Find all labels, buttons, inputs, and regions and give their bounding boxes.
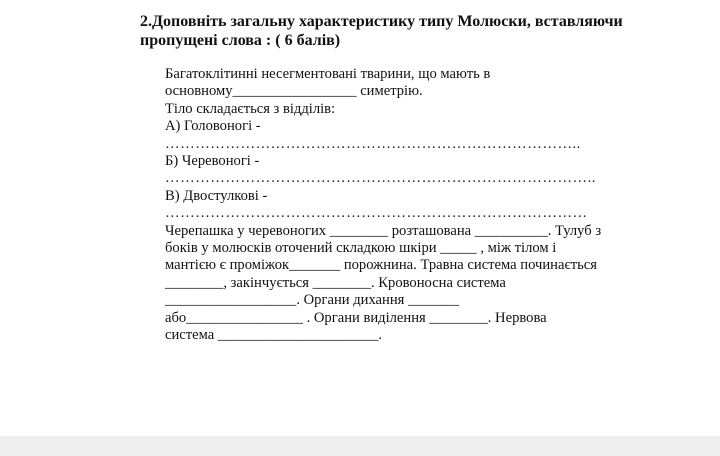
paragraph-line-1: Черепашка у черевоногих ________ розташована __________. Тулуб з xyxy=(165,222,602,239)
class-c-label: В) Двостулкові - xyxy=(165,187,268,204)
class-b-label: Б) Черевоногі - xyxy=(165,153,260,170)
class-b-answer-line: ………………………………………………………………………….. xyxy=(165,170,596,187)
intro-line-2: основному_________________ симетрію. xyxy=(165,83,423,100)
heading-line-1: 2.Доповніть загальну характеристику типу Молюски, вставляючи xyxy=(140,13,623,30)
task-body xyxy=(165,66,635,345)
page-bottom-margin xyxy=(0,436,720,456)
paragraph-line-6: або________________ . Органи виділення ________. Нервова xyxy=(165,309,547,326)
intro-line-1: Багатоклітинні несегментовані тварини, що мають в xyxy=(165,66,491,82)
paragraph-line-2: боків у молюсків оточений складкою шкіри _____ , між тілом і xyxy=(165,240,557,257)
task-heading xyxy=(140,12,640,50)
body-parts-label: Тіло складається з відділів: xyxy=(165,100,336,117)
paragraph-line-5: __________________. Органи дихання _______ xyxy=(165,292,460,309)
class-c-answer-line: ………………………………………………………………………… xyxy=(165,205,588,222)
paragraph-line-7: система ______________________. xyxy=(165,327,383,344)
class-a-answer-line: ……………………………………………………………………….. xyxy=(165,135,581,152)
heading-line-2: пропущені слова : ( 6 балів) xyxy=(140,32,341,49)
paragraph-line-4: ________, закінчується ________. Кровоносна система xyxy=(165,274,506,291)
paragraph-line-3: мантією є проміжок_______ порожнина. Травна система починається xyxy=(165,257,597,274)
class-a-label: А) Головоногі - xyxy=(165,118,261,135)
